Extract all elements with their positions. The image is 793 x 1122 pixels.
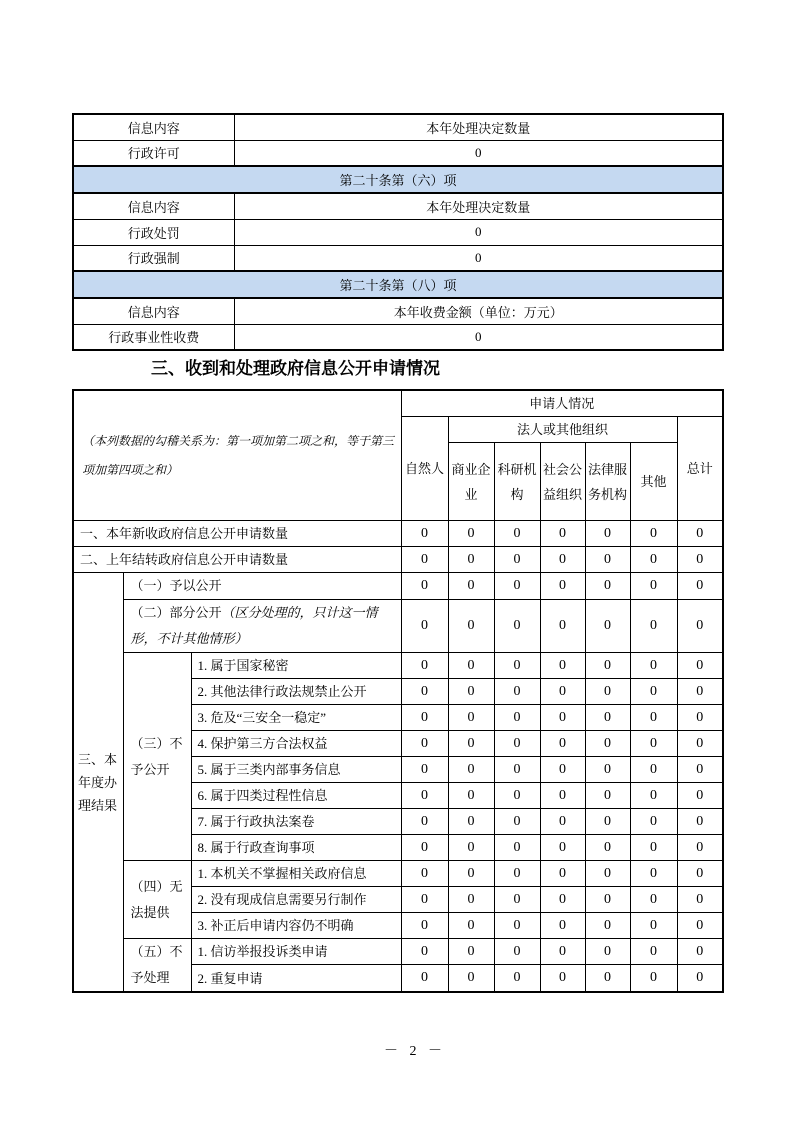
value-cell: 0	[540, 731, 585, 757]
header-applicant-group: 申请人情况	[401, 390, 723, 417]
row-label: 一、本年新收政府信息公开申请数量	[73, 521, 401, 547]
table-row	[73, 861, 723, 887]
table-row	[73, 573, 723, 600]
header-legal-group: 法人或其他组织	[448, 417, 677, 443]
value-cell: 0	[401, 835, 448, 861]
table-row	[73, 521, 723, 547]
value-cell: 0	[540, 757, 585, 783]
value-cell: 0	[540, 521, 585, 547]
value-cell: 0	[677, 757, 723, 783]
value-cell: 0	[401, 521, 448, 547]
header-commercial: 商业企业	[448, 443, 494, 521]
value-cell: 0	[540, 887, 585, 913]
value-cell: 0	[448, 705, 494, 731]
value-cell: 0	[630, 783, 677, 809]
header-natural-person: 自然人	[401, 417, 448, 521]
row-value: 本年处理决定数量	[234, 114, 723, 140]
value-cell: 0	[585, 731, 630, 757]
row-group-not-processed: （五）不予处理	[123, 939, 191, 993]
value-cell: 0	[677, 809, 723, 835]
value-cell: 0	[630, 653, 677, 679]
value-cell: 0	[448, 861, 494, 887]
table-row	[73, 653, 723, 679]
table-note: （本列数据的勾稽关系为：第一项加第二项之和，等于第三项加第四项之和）	[73, 390, 401, 521]
row-label: 1. 本机关不掌握相关政府信息	[191, 861, 401, 887]
value-cell: 0	[494, 521, 540, 547]
value-cell: 0	[585, 600, 630, 653]
row-group-unable: （四）无法提供	[123, 861, 191, 939]
value-cell: 0	[401, 913, 448, 939]
value-cell: 0	[630, 600, 677, 653]
table-row	[73, 298, 723, 324]
row-label: 信息内容	[73, 298, 234, 324]
value-cell: 0	[540, 679, 585, 705]
value-cell: 0	[401, 861, 448, 887]
value-cell: 0	[540, 913, 585, 939]
value-cell: 0	[401, 731, 448, 757]
value-cell: 0	[585, 835, 630, 861]
value-cell: 0	[630, 887, 677, 913]
section3-heading: 三、收到和处理政府信息公开申请情况	[151, 359, 440, 378]
value-cell: 0	[540, 547, 585, 573]
value-cell: 0	[630, 573, 677, 600]
value-cell: 0	[494, 939, 540, 965]
value-cell: 0	[448, 731, 494, 757]
value-cell: 0	[448, 965, 494, 992]
row-label: 信息内容	[73, 193, 234, 219]
value-cell: 0	[448, 835, 494, 861]
value-cell: 0	[540, 653, 585, 679]
row-label: 3. 补正后申请内容仍不明确	[191, 913, 401, 939]
value-cell: 0	[448, 547, 494, 573]
value-cell: 0	[630, 679, 677, 705]
value-cell: 0	[540, 939, 585, 965]
value-cell: 0	[677, 679, 723, 705]
value-cell: 0	[677, 861, 723, 887]
value-cell: 0	[448, 653, 494, 679]
value-cell: 0	[677, 965, 723, 992]
row-label: 二、上年结转政府信息公开申请数量	[73, 547, 401, 573]
row-value: 0	[234, 324, 723, 350]
section3-table	[72, 389, 724, 993]
row-value: 本年收费金额（单位：万元）	[234, 298, 723, 324]
value-cell: 0	[401, 887, 448, 913]
table-row	[73, 193, 723, 219]
value-cell: 0	[585, 705, 630, 731]
value-cell: 0	[401, 757, 448, 783]
value-cell: 0	[494, 731, 540, 757]
row-label: 行政强制	[73, 245, 234, 271]
value-cell: 0	[401, 965, 448, 992]
table-row	[73, 600, 723, 653]
page-number: － 2 －	[384, 1044, 446, 1059]
header-research: 科研机构	[494, 443, 540, 521]
value-cell: 0	[494, 600, 540, 653]
section-band-label: 第二十条第（八）项	[73, 271, 723, 298]
value-cell: 0	[540, 573, 585, 600]
value-cell: 0	[448, 573, 494, 600]
value-cell: 0	[401, 573, 448, 600]
value-cell: 0	[494, 757, 540, 783]
row-label: （一）予以公开	[123, 573, 401, 600]
value-cell: 0	[448, 521, 494, 547]
row-label: 4. 保护第三方合法权益	[191, 731, 401, 757]
section-band-label: 第二十条第（六）项	[73, 166, 723, 193]
header-row	[73, 390, 723, 417]
value-cell: 0	[630, 913, 677, 939]
value-cell: 0	[401, 809, 448, 835]
value-cell: 0	[540, 809, 585, 835]
value-cell: 0	[540, 705, 585, 731]
value-cell: 0	[494, 547, 540, 573]
value-cell: 0	[677, 939, 723, 965]
row-label: 1. 属于国家秘密	[191, 653, 401, 679]
value-cell: 0	[448, 913, 494, 939]
document-page	[72, 113, 722, 1060]
value-cell: 0	[585, 547, 630, 573]
row-label: 2. 其他法律行政法规禁止公开	[191, 679, 401, 705]
row-label: 3. 危及“三安全一稳定”	[191, 705, 401, 731]
header-legal-service: 法律服务机构	[585, 443, 630, 521]
value-cell: 0	[448, 809, 494, 835]
value-cell: 0	[585, 913, 630, 939]
table-row	[73, 245, 723, 271]
row-label: 5. 属于三类内部事务信息	[191, 757, 401, 783]
value-cell: 0	[585, 679, 630, 705]
value-cell: 0	[494, 835, 540, 861]
value-cell: 0	[540, 861, 585, 887]
value-cell: 0	[630, 835, 677, 861]
value-cell: 0	[585, 939, 630, 965]
value-cell: 0	[448, 679, 494, 705]
value-cell: 0	[677, 783, 723, 809]
row-value: 0	[234, 140, 723, 166]
value-cell: 0	[401, 939, 448, 965]
value-cell: 0	[585, 887, 630, 913]
row-group-denied: （三）不予公开	[123, 653, 191, 861]
value-cell: 0	[585, 653, 630, 679]
value-cell: 0	[448, 600, 494, 653]
value-cell: 0	[677, 705, 723, 731]
value-cell: 0	[494, 653, 540, 679]
section-band-row	[73, 271, 723, 298]
value-cell: 0	[630, 965, 677, 992]
value-cell: 0	[494, 809, 540, 835]
table-row	[73, 114, 723, 140]
value-cell: 0	[677, 521, 723, 547]
table-row	[73, 939, 723, 965]
value-cell: 0	[494, 573, 540, 600]
value-cell: 0	[494, 913, 540, 939]
row-label: 行政处罚	[73, 219, 234, 245]
value-cell: 0	[401, 600, 448, 653]
row-label-main: （二）部分公开	[130, 605, 222, 620]
value-cell: 0	[494, 705, 540, 731]
row-label: 行政许可	[73, 140, 234, 166]
value-cell: 0	[494, 965, 540, 992]
value-cell: 0	[677, 573, 723, 600]
row-label: 8. 属于行政查询事项	[191, 835, 401, 861]
section-band-row	[73, 166, 723, 193]
value-cell: 0	[401, 679, 448, 705]
value-cell: 0	[630, 939, 677, 965]
row-value: 0	[234, 245, 723, 271]
value-cell: 0	[448, 887, 494, 913]
row-label: 1. 信访举报投诉类申请	[191, 939, 401, 965]
value-cell: 0	[677, 600, 723, 653]
row-label	[123, 600, 401, 653]
value-cell: 0	[630, 731, 677, 757]
value-cell: 0	[585, 965, 630, 992]
value-cell: 0	[630, 757, 677, 783]
header-total: 总计	[677, 417, 723, 521]
value-cell: 0	[448, 783, 494, 809]
value-cell: 0	[630, 861, 677, 887]
header-social-welfare: 社会公益组织	[540, 443, 585, 521]
value-cell: 0	[494, 887, 540, 913]
value-cell: 0	[585, 573, 630, 600]
section2-table	[72, 113, 724, 351]
value-cell: 0	[677, 547, 723, 573]
header-other: 其他	[630, 443, 677, 521]
value-cell: 0	[448, 757, 494, 783]
value-cell: 0	[677, 835, 723, 861]
value-cell: 0	[540, 600, 585, 653]
value-cell: 0	[677, 913, 723, 939]
value-cell: 0	[630, 521, 677, 547]
row-value: 0	[234, 219, 723, 245]
row-label: 6. 属于四类过程性信息	[191, 783, 401, 809]
value-cell: 0	[677, 653, 723, 679]
value-cell: 0	[401, 547, 448, 573]
row-label: 信息内容	[73, 114, 234, 140]
row-label: 2. 没有现成信息需要另行制作	[191, 887, 401, 913]
table-row	[73, 547, 723, 573]
value-cell: 0	[585, 757, 630, 783]
table-row	[73, 140, 723, 166]
row-label: 7. 属于行政执法案卷	[191, 809, 401, 835]
value-cell: 0	[401, 783, 448, 809]
value-cell: 0	[494, 783, 540, 809]
value-cell: 0	[630, 809, 677, 835]
value-cell: 0	[401, 653, 448, 679]
value-cell: 0	[540, 835, 585, 861]
value-cell: 0	[585, 861, 630, 887]
value-cell: 0	[494, 679, 540, 705]
value-cell: 0	[585, 783, 630, 809]
row-label: 2. 重复申请	[191, 965, 401, 992]
value-cell: 0	[677, 731, 723, 757]
table-row	[73, 324, 723, 350]
value-cell: 0	[630, 705, 677, 731]
value-cell: 0	[585, 521, 630, 547]
value-cell: 0	[448, 939, 494, 965]
value-cell: 0	[494, 861, 540, 887]
value-cell: 0	[540, 965, 585, 992]
value-cell: 0	[630, 547, 677, 573]
value-cell: 0	[401, 705, 448, 731]
value-cell: 0	[540, 783, 585, 809]
table-row	[73, 219, 723, 245]
row-label-note: （区分处理的，只计这一情形，不计其他情形）	[130, 605, 378, 646]
row-label: 行政事业性收费	[73, 324, 234, 350]
value-cell: 0	[677, 887, 723, 913]
row-value: 本年处理决定数量	[234, 193, 723, 219]
row-group-results: 三、本年度办理结果	[73, 573, 123, 993]
value-cell: 0	[585, 809, 630, 835]
